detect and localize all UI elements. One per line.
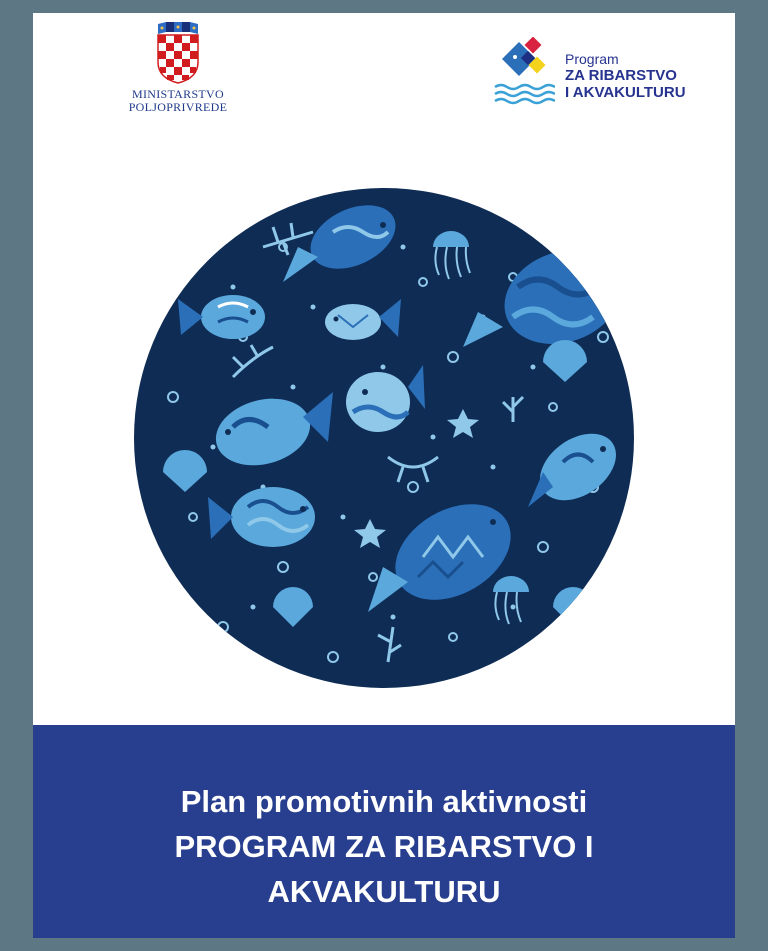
ministry-name-line2: POLJOPRIVREDE bbox=[128, 100, 228, 114]
croatian-coat-of-arms-icon bbox=[155, 22, 201, 84]
title-line3: AKVAKULTURU bbox=[267, 874, 501, 909]
title-line1: Plan promotivnih aktivnosti bbox=[180, 784, 588, 819]
program-logo-line2: ZA RIBARSTVO bbox=[565, 67, 677, 84]
ministry-name-line1: MINISTARSTVO bbox=[132, 87, 224, 101]
title-line2: PROGRAM ZA RIBARSTVO I bbox=[174, 829, 594, 864]
document-title bbox=[33, 725, 735, 914]
program-logo-line3: I AKVAKULTURU bbox=[565, 84, 686, 101]
title-band bbox=[33, 725, 735, 938]
fish-pattern-illustration bbox=[133, 187, 635, 689]
ministry-logo bbox=[108, 22, 248, 114]
fish-program-emblem-icon bbox=[493, 37, 555, 107]
program-logo bbox=[493, 37, 723, 117]
cover-page bbox=[33, 13, 735, 938]
program-logo-line1: Program bbox=[565, 51, 619, 67]
